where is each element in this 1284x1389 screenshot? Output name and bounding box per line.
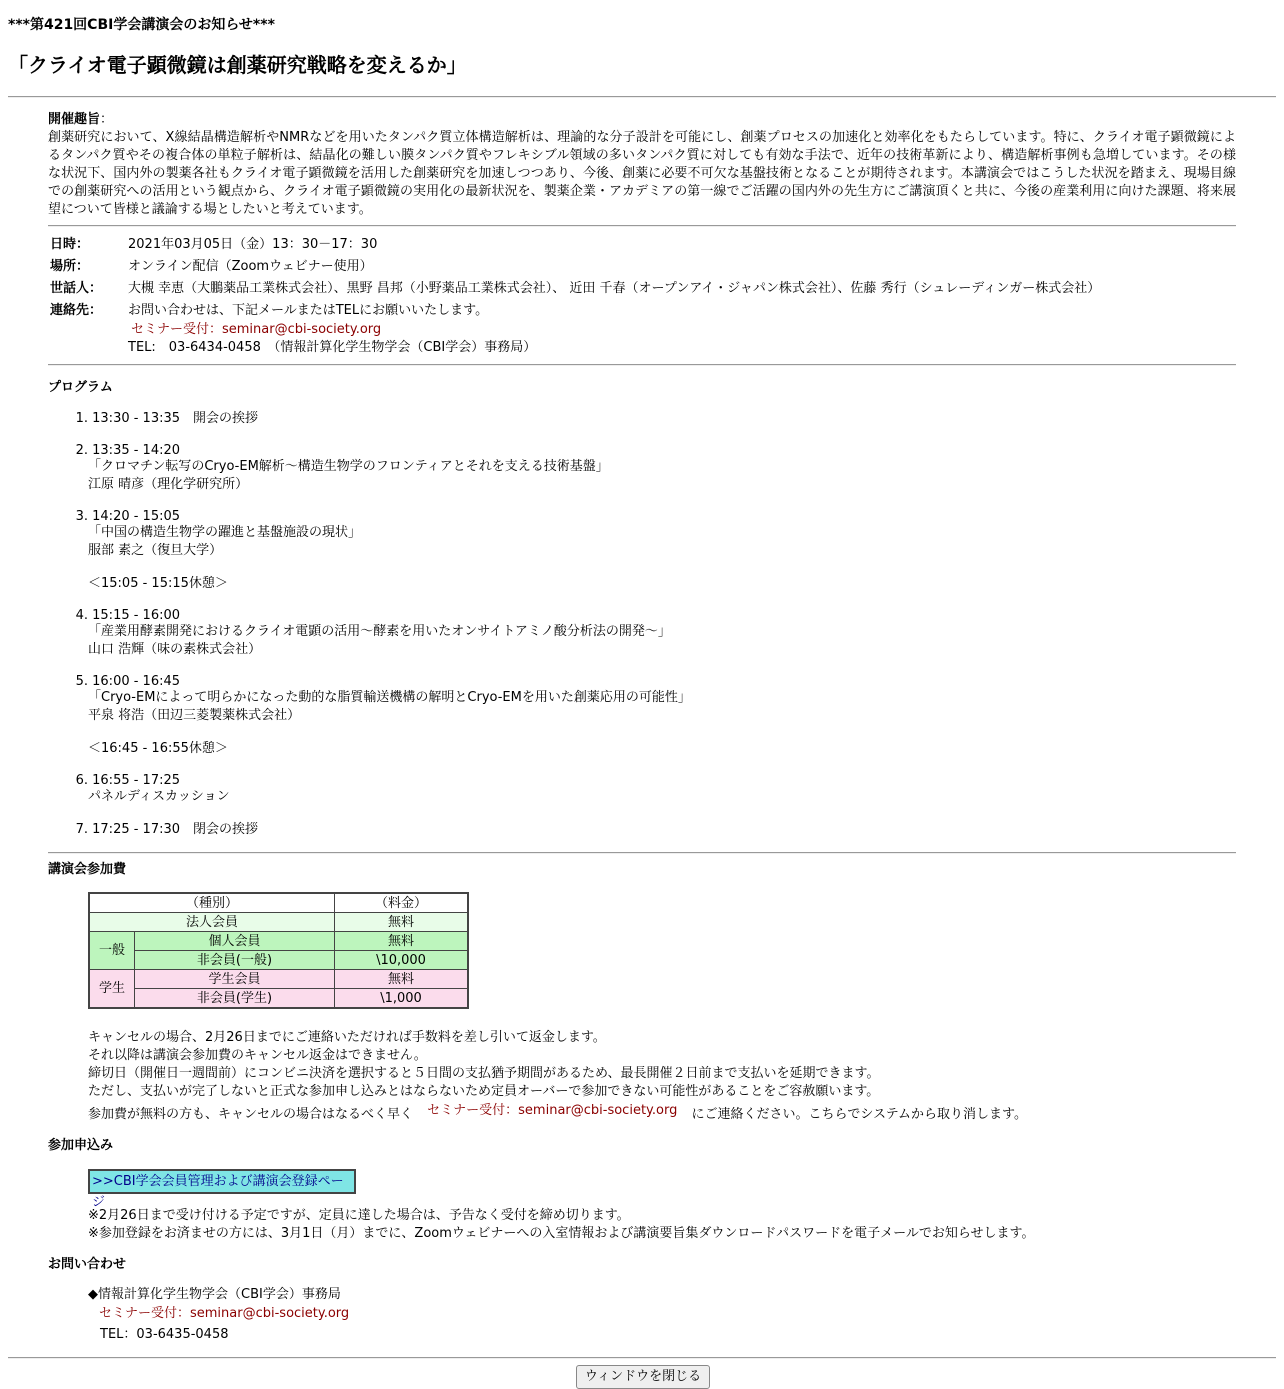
divider — [8, 96, 1276, 98]
inquiry-org: ◆情報計算化学生物学会（CBI学会）事務局 — [88, 1287, 341, 1302]
organizers-label: 世話人 — [50, 281, 90, 296]
fee-group-cell: 学生 — [89, 970, 135, 1009]
divider — [48, 852, 1236, 854]
talk-title: 「中国の構造生物学の躍進と基盤施設の現状」 — [88, 525, 362, 540]
program-item: 4. 15:15 - 16:00 — [75, 608, 181, 623]
fee-type-cell: 非会員(一般) — [135, 951, 335, 970]
registration-note: ※参加登録をお済ませの方には、3月1日（月）までに、Zoomウェビナーへの入室情報および講演要旨集ダウンロードパスワードを電子メールでお知らせします。 — [88, 1226, 1035, 1241]
fee-group-cell: 一般 — [89, 932, 135, 970]
fee-header-fee: （料金） — [335, 893, 469, 913]
fee-value-cell: \1,000 — [335, 989, 469, 1009]
label-colon: ： — [89, 303, 103, 318]
fee-value-cell: \10,000 — [335, 951, 469, 970]
date-label: 日時 — [50, 237, 77, 252]
close-window-button[interactable]: ウィンドウを閉じる — [576, 1365, 710, 1389]
purpose-label: 開催趣旨 — [48, 112, 101, 127]
free-note-text: にご連絡ください。こちらでシステムから取り消します。 — [691, 1107, 1028, 1122]
free-note-email-link[interactable]: セミナー受付：seminar@cbi-society.org — [427, 1103, 678, 1118]
program-item: 3. 14:20 - 15:05 — [75, 509, 181, 524]
fee-free-note — [88, 1103, 1028, 1124]
label-colon: ： — [76, 237, 90, 252]
place-value: オンライン配信（Zoomウェビナー使用） — [128, 259, 373, 274]
label-colon: ： — [89, 281, 103, 296]
notice-heading: ***第421回CBI学会講演会のお知らせ*** — [8, 17, 275, 33]
date-value: 2021年03月05日（金）13：30－17：30 — [128, 237, 378, 252]
speaker: 服部 素之（復旦大学） — [88, 543, 223, 558]
registration-note: ※2月26日まで受け付ける予定ですが、定員に達した場合は、予告なく受付を締め切ります。 — [88, 1208, 630, 1223]
contact-line: お問い合わせは、下記メールまたはTELにお願いいたします。 — [128, 303, 489, 318]
place-label: 場所 — [50, 259, 77, 274]
page-title: 「クライオ電子顕微鏡は創薬研究戦略を変えるか」 — [8, 53, 467, 77]
program-item: 7. 17:25 - 17:30 閉会の挨拶 — [75, 822, 259, 837]
speaker: 江原 晴彦（理化学研究所） — [88, 477, 249, 492]
talk-title: 「クロマチン転写のCryo-EM解析～構造生物学のフロンティアとそれを支える技術基盤」 — [88, 459, 609, 474]
fee-note: それ以降は講演会参加費のキャンセル返金はできません。 — [88, 1048, 427, 1063]
program-title: プログラム — [48, 380, 113, 395]
purpose-text: 創薬研究において、X線結晶構造解析やNMRなどを用いたタンパク質立体構造解析は、理論的な分子設計を可能にし、創薬プロセスの加速化と効率化をもたらしています。特に、クライオ電子顕微鏡によるタンパク質やその複合体の単粒子解析は、結晶化の難しい膜タンパク質やフレキシブル領域の多いタンパク質に対しても有効な手法で、近年の技術革新により、構造解析事例も急増しています。その様な状況下、国内外の製薬各社もクライオ電子顕微鏡を活用した創薬研究を加速しつつあり、今後、創薬に必要不可欠な基盤技術となることが期待されます。本講演会ではこうした状況を踏まえ、現場目線での創薬研究への活用という観点から、クライオ電子顕微鏡の実用化の最新状況を、製薬企業・アカデミアの第一線でご活躍の国内外の先生方にご講演頂くと共に、今後の産業利用に向けた課題、将来展望について皆様と議論する場としたいと考えています。 — [48, 130, 1236, 217]
talk-title: 「Cryo-EMによって明らかになった動的な脂質輸送機構の解明とCryo-EMを用いた創薬応用の可能性」 — [88, 690, 691, 705]
speaker: 平泉 将浩（田辺三菱製薬株式会社） — [88, 708, 301, 723]
fee-type-cell: 法人会員 — [89, 913, 335, 932]
break-notice: ＜16:45 - 16:55休憩＞ — [88, 741, 228, 756]
fee-value-cell: 無料 — [335, 970, 469, 989]
fee-type-cell: 非会員(学生) — [135, 989, 335, 1009]
fee-note: 締切日（開催日一週間前）にコンビニ決済を選択すると５日間の支払猶予期間があるため、最長開催２日前まで支払いを延期できます。 — [88, 1066, 880, 1081]
contact-email-link[interactable]: セミナー受付：seminar@cbi-society.org — [131, 322, 382, 337]
program-item: 6. 16:55 - 17:25 — [75, 773, 181, 788]
fee-value-cell: 無料 — [335, 932, 469, 951]
inquiry-title: お問い合わせ — [48, 1257, 127, 1272]
speaker: 山口 浩輝（味の素株式会社） — [88, 642, 262, 657]
program-item: 5. 16:00 - 16:45 — [75, 674, 181, 689]
divider — [48, 225, 1236, 227]
talk-title: パネルディスカッション — [88, 789, 230, 804]
fees-title: 講演会参加費 — [48, 862, 127, 877]
program-item: 2. 13:35 - 14:20 — [75, 443, 181, 458]
fee-note: ただし、支払いが完了しないと正式な参加申し込みとはならないため定員オーバーで参加できない可能性があることをご容赦願います。 — [88, 1084, 880, 1099]
fee-note: キャンセルの場合、2月26日までにご連絡いただければ手数料を差し引いて返金します。 — [88, 1030, 606, 1045]
organizers-value: 大槻 幸恵（大鵬薬品工業株式会社）、黒野 昌邦（小野薬品工業株式会社）、 近田 千春（オープンアイ・ジャパン株式会社）、佐藤 秀行（シュレーディンガー株式会社） — [128, 281, 1101, 296]
talk-title: 「産業用酵素開発におけるクライオ電顕の活用～酵素を用いたオンサイトアミノ酸分析法の開発～」 — [88, 624, 671, 639]
free-note-text: 参加費が無料の方も、キャンセルの場合はなるべく早く — [88, 1107, 414, 1122]
contact-label: 連絡先 — [50, 303, 90, 318]
divider — [48, 364, 1236, 366]
fee-type-cell: 個人会員 — [135, 932, 335, 951]
fee-type-cell: 学生会員 — [135, 970, 335, 989]
registration-title: 参加申込み — [48, 1138, 114, 1153]
registration-page-button[interactable]: >>CBI学会会員管理および講演会登録ページ — [88, 1169, 356, 1194]
divider — [8, 1357, 1276, 1359]
purpose-section — [48, 111, 1236, 219]
program-item: 1. 13:30 - 13:35 開会の挨拶 — [75, 411, 259, 426]
contact-tel: TEL: 03-6434-0458 （情報計算化学生物学会（CBI学会）事務局） — [128, 340, 537, 355]
fee-value-cell: 無料 — [335, 913, 469, 932]
purpose-colon: ： — [100, 112, 114, 127]
break-notice: ＜15:05 - 15:15休憩＞ — [88, 576, 228, 591]
inquiry-tel: TEL：03-6435-0458 — [100, 1327, 229, 1342]
fee-header-type: （種別） — [89, 893, 335, 913]
inquiry-email-link[interactable]: セミナー受付：seminar@cbi-society.org — [99, 1306, 350, 1321]
fee-table — [88, 892, 469, 1009]
label-colon: ： — [76, 259, 90, 274]
